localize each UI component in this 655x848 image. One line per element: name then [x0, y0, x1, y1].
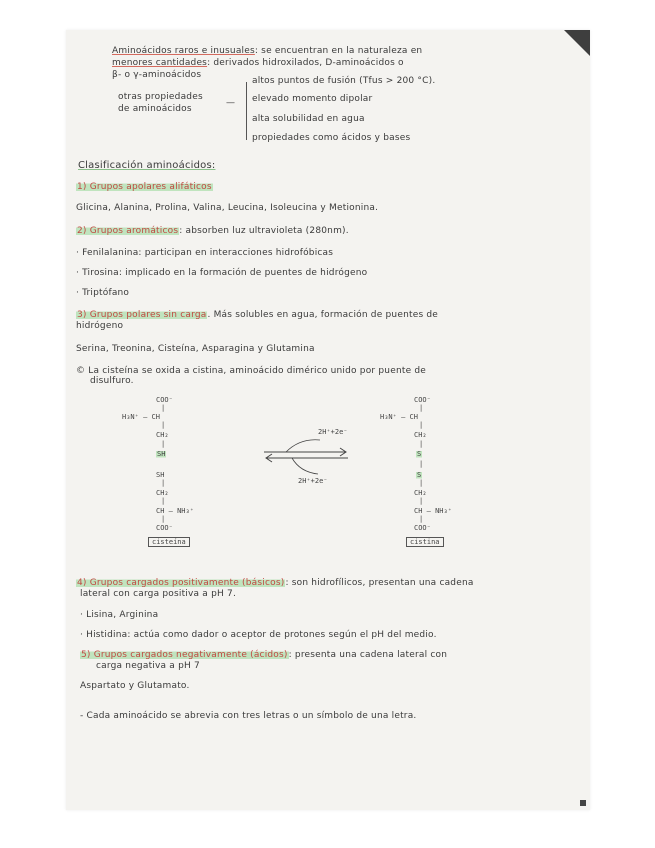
- left-sh-bottom: SH: [156, 471, 165, 479]
- property-item: altos puntos de fusión (Tfus > 200 °C).: [252, 76, 436, 86]
- group4-desc-2: lateral con carga positiva a pH 7.: [80, 589, 237, 599]
- property-item: propiedades como ácidos y bases: [252, 133, 411, 143]
- left-label: cisteína: [148, 538, 190, 547]
- group2-heading: [76, 226, 349, 237]
- group4-item: · Histidina: actúa como dador o aceptor de protones según el pH del medio.: [80, 630, 437, 640]
- header-line-1: [112, 46, 422, 57]
- bond: |: [419, 404, 424, 412]
- page-corner-shadow: [564, 30, 590, 56]
- group3-note-1: © La cisteína se oxida a cistina, aminoácido dimérico unido por puente de: [76, 366, 427, 376]
- bond: |: [419, 479, 424, 487]
- bond: |: [161, 440, 166, 448]
- group3-note-2: disulfuro.: [90, 376, 134, 386]
- group1-heading: [76, 182, 213, 193]
- right-label: cistina: [406, 538, 444, 547]
- notebook-page: [66, 30, 590, 810]
- bond: |: [419, 460, 424, 468]
- right-h3n: H₃N⁺ – CH: [380, 413, 418, 421]
- group1-list: Glicina, Alanina, Prolina, Valina, Leucina, Isoleucina y Metionina.: [76, 203, 379, 213]
- right-coo-top: COO⁻: [414, 396, 431, 404]
- right-s-top: S: [417, 450, 422, 458]
- bond: |: [161, 404, 166, 412]
- right-coo-bottom: COO⁻: [414, 524, 431, 532]
- group4-title: 4) Grupos cargados positivamente (básicos): [77, 578, 285, 588]
- group5-list: Aspartato y Glutamato.: [80, 681, 190, 691]
- group2-item: · Fenilalanina: participan en interacciones hidrofóbicas: [76, 248, 334, 258]
- bond: |: [161, 479, 166, 487]
- footer-note: - Cada aminoácido se abrevia con tres letras o un símbolo de una letra.: [80, 711, 417, 721]
- bond: |: [419, 497, 424, 505]
- property-item: elevado momento dipolar: [252, 94, 373, 104]
- bond: |: [161, 421, 166, 429]
- group4-desc: : son hidrofílicos, presentan una cadena: [285, 578, 474, 588]
- group3-heading: [76, 310, 438, 321]
- properties-brace: [246, 82, 247, 140]
- page-mark: [580, 800, 586, 806]
- left-coo-bottom: COO⁻: [156, 524, 173, 532]
- header-line-2-term: menores cantidades: [112, 58, 208, 68]
- properties-label-2: de aminoácidos: [118, 104, 192, 114]
- group3-title: 3) Grupos polares sin carga: [77, 310, 207, 320]
- header-line-3: β- o γ-aminoácidos: [112, 70, 202, 80]
- group5-desc: : presenta una cadena lateral con: [288, 650, 448, 660]
- left-sh-top: SH: [157, 450, 166, 458]
- group5-title: 5) Grupos cargados negativamente (ácidos): [81, 650, 288, 660]
- properties-dash: —: [226, 98, 236, 108]
- header-line-1-rest: : se encuentran en la naturaleza en: [254, 46, 423, 56]
- group2-item: · Triptófano: [76, 288, 130, 298]
- left-ch2-bottom: CH₂: [156, 489, 169, 497]
- bond: |: [161, 497, 166, 505]
- group3-desc-2: hidrógeno: [76, 321, 124, 331]
- group2-desc: : absorben luz ultravioleta (280nm).: [179, 226, 349, 236]
- properties-label-1: otras propiedades: [118, 92, 203, 102]
- classification-title: Clasificación aminoácidos:: [78, 160, 216, 171]
- group1-title: 1) Grupos apolares alifáticos: [77, 182, 212, 192]
- left-ch-nh3: CH – NH₃⁺: [156, 507, 194, 515]
- left-h3n: H₃N⁺ – CH: [122, 413, 160, 421]
- left-coo-top: COO⁻: [156, 396, 173, 404]
- bond: |: [161, 515, 166, 523]
- bond: |: [419, 515, 424, 523]
- property-item: alta solubilidad en agua: [252, 114, 365, 124]
- header-line-2: [112, 58, 404, 69]
- header-term: Aminoácidos raros e inusuales: [112, 46, 255, 56]
- group2-item: · Tirosina: implicado en la formación de puentes de hidrógeno: [76, 268, 368, 278]
- group2-title: 2) Grupos aromáticos: [77, 226, 179, 236]
- bond: |: [419, 440, 424, 448]
- group3-desc: . Más solubles en agua, formación de puentes de: [207, 310, 439, 320]
- arrow-bottom-label: 2H⁺+2e⁻: [298, 477, 328, 485]
- header-line-2-rest: : derivados hidroxilados, D-aminoácidos o: [207, 58, 404, 68]
- bond: |: [419, 421, 424, 429]
- right-s-bottom: S: [417, 471, 422, 479]
- right-ch-nh3: CH – NH₃⁺: [414, 507, 452, 515]
- left-ch2-top: CH₂: [156, 431, 169, 439]
- arrow-top-label: 2H⁺+2e⁻: [318, 428, 348, 436]
- right-ch2-bottom: CH₂: [414, 489, 427, 497]
- group5-desc-2: carga negativa a pH 7: [96, 661, 200, 671]
- group4-heading: [76, 578, 474, 589]
- right-ch2-top: CH₂: [414, 431, 427, 439]
- group5-heading: [80, 650, 447, 661]
- group4-item: · Lisina, Arginina: [80, 610, 159, 620]
- group3-list: Serina, Treonina, Cisteína, Asparagina y Glutamina: [76, 344, 315, 354]
